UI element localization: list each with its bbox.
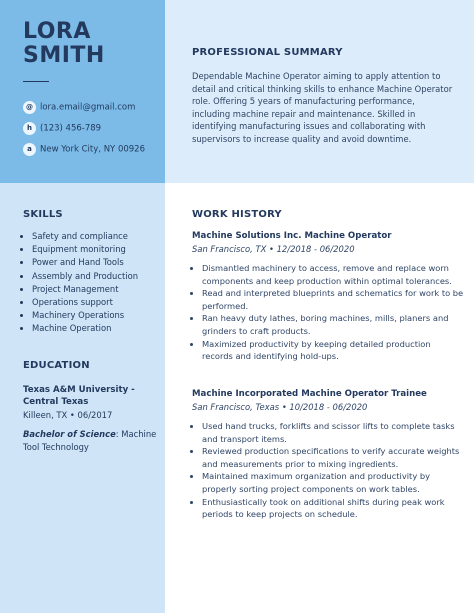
job-bullet: • Maximized productivity by keeping detailed production records and identifying hold-ups. (202, 338, 464, 363)
job-dates: 10/2018 - 06/2020 (289, 402, 368, 412)
skill-item: • Project Management (32, 283, 138, 296)
skill-item: • Assembly and Production (32, 270, 138, 283)
job-location: San Francisco, TX (192, 244, 267, 254)
skills-list (22, 230, 138, 336)
summary-text: Dependable Machine Operator aiming to apply attention to detail and critical thinking skills to enhance Machine Operator role. Offering 5 years of manufacturing performance, including machine repair and maintenance. Skilled in identifying manufacturing issues and collaborating with supervisors to increase quality and avoid downtime. (192, 71, 453, 144)
job-bullet: • Read and interpreted blueprints and schematics for work to be performed. (202, 287, 464, 312)
job-title (192, 389, 427, 399)
education-meta: Killeen, TX • 06/2017 (23, 410, 113, 420)
education-heading: EDUCATION (23, 360, 90, 371)
job-dates: 12/2018 - 06/2020 (276, 244, 355, 254)
work-heading: WORK HISTORY (192, 209, 282, 220)
job-role: Machine Operator Trainee (301, 389, 427, 399)
education-degree: Bachelor of Science: Machine Tool Technology (23, 429, 157, 452)
phone-text: (123) 456-789 (40, 123, 102, 134)
address-text: New York City, NY 00926 (40, 144, 145, 155)
job-bullets (192, 262, 464, 363)
contact-phone (23, 118, 101, 137)
job-bullet: • Maintained maximum organization and productivity by properly sorting project components on work tables. (202, 470, 464, 495)
contact-address (23, 139, 145, 158)
job-meta: San Francisco, TX • 12/2018 - 06/2020 (192, 244, 355, 254)
job-company: Machine Incorporated (192, 389, 299, 399)
degree-name: Bachelor of Science (23, 429, 116, 439)
summary-heading: PROFESSIONAL SUMMARY (192, 47, 343, 58)
phone-icon: h (23, 122, 36, 135)
skills-heading: SKILLS (23, 209, 63, 220)
degree-field: Machine Tool Technology (23, 429, 157, 452)
job-role: Machine Operator (304, 231, 392, 241)
job-bullet: • Dismantled machinery to access, remove and replace worn components and keep production within optimal tolerances. (202, 262, 464, 287)
email-text: lora.email@gmail.com (40, 102, 136, 113)
education-location: Killeen, TX (23, 410, 68, 420)
skill-item: • Machine Operation (32, 322, 138, 335)
job-title (192, 231, 392, 241)
job-meta: San Francisco, Texas • 10/2018 - 06/2020 (192, 402, 368, 412)
skill-item: • Machinery Operations (32, 309, 138, 322)
skill-item: • Power and Hand Tools (32, 256, 138, 269)
skill-item: • Equipment monitoring (32, 243, 138, 256)
address-icon: a (23, 143, 36, 156)
education-date: 06/2017 (77, 410, 113, 420)
job-bullet: • Ran heavy duty lathes, boring machines, mills, planers and grinders to craft products. (202, 312, 464, 337)
job-bullet: • Reviewed production specifications to verify accurate weights and measurements prior to mixing ingredients. (202, 445, 464, 470)
job-bullets (192, 420, 464, 521)
job-company: Machine Solutions Inc. (192, 231, 302, 241)
email-icon: @ (23, 101, 36, 114)
skill-item: • Operations support (32, 296, 138, 309)
job-bullet: • Used hand trucks, forklifts and scissor lifts to complete tasks and transport items. (202, 420, 464, 445)
job-location: San Francisco, Texas (192, 402, 280, 412)
job-bullet: • Enthusiastically took on additional shifts during peak work periods to keep projects on schedule. (202, 496, 464, 521)
contact-email (23, 97, 135, 116)
skill-item: • Safety and compliance (32, 230, 138, 243)
candidate-name (23, 20, 105, 68)
last-name: SMITH (23, 43, 105, 68)
name-divider (23, 81, 49, 82)
education-school: Texas A&M University - Central Texas (23, 385, 135, 407)
first-name: LORA (23, 19, 91, 44)
